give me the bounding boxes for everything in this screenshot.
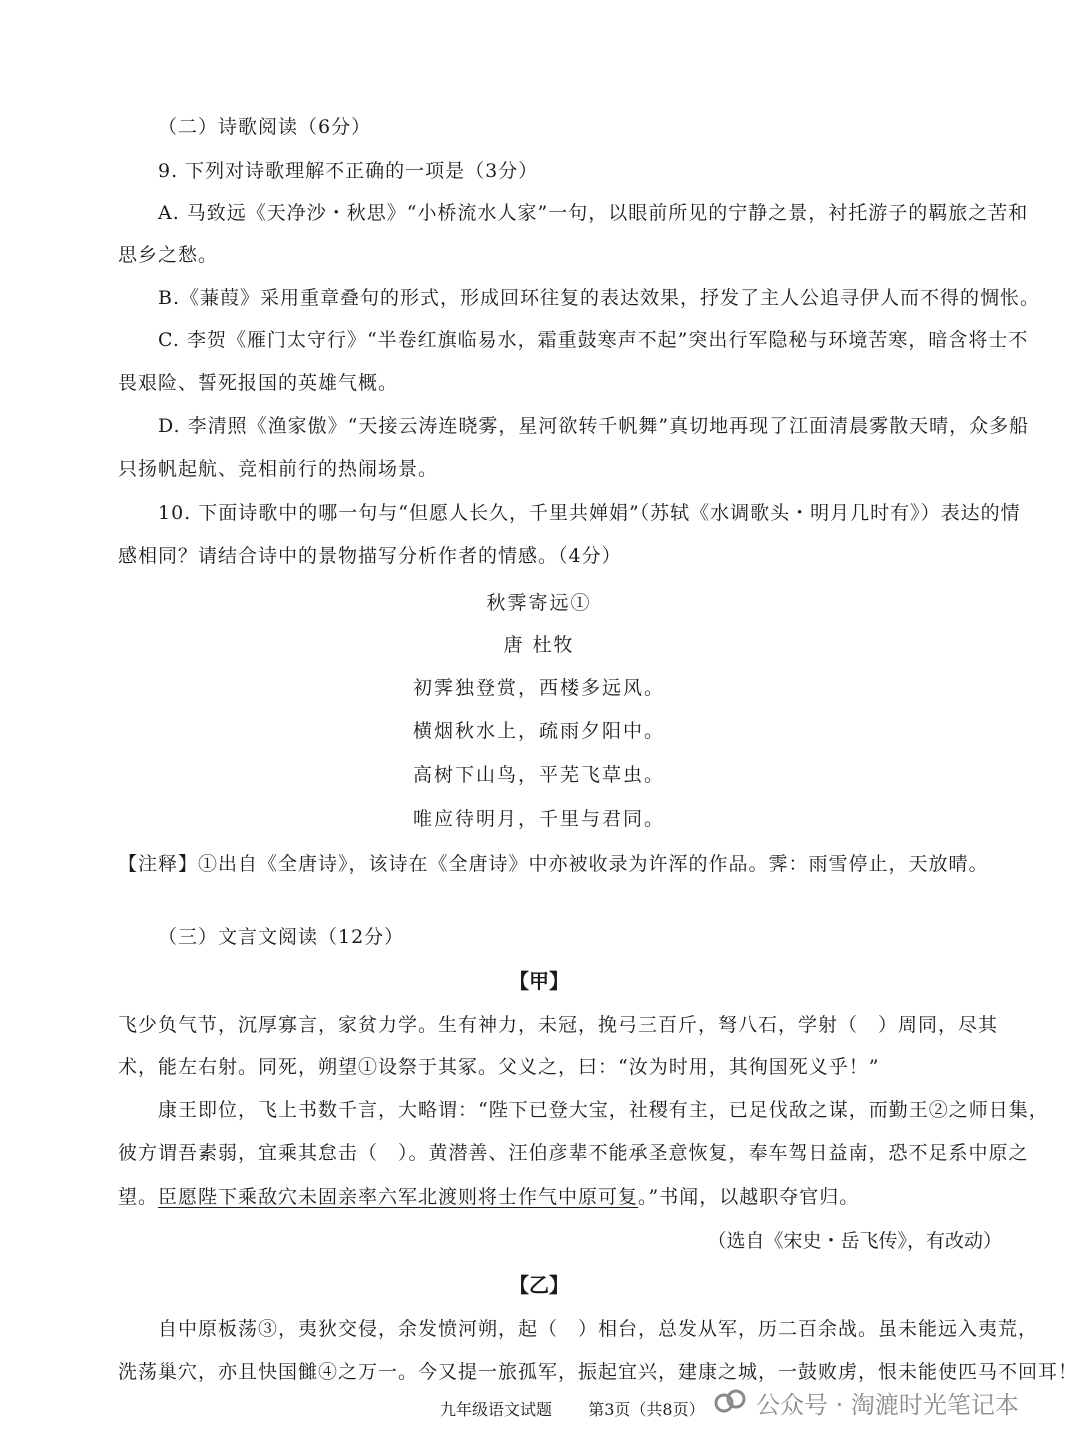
passage-yi-line2: 洗荡巢穴，亦且快国雠④之万一。今又提一旅孤军，振起宜兴，建康之城，一鼓败虏，恨未能使匹马不回耳！ (118, 1361, 1078, 1383)
question-9-option-a-line2: 思乡之愁。 (118, 244, 219, 266)
page-footer (440, 1398, 705, 1422)
poem-line: 唯应待明月，千里与君同。 (412, 808, 665, 830)
question-9-stem: 9. 下列对诗歌理解不正确的一项是（3分） (158, 160, 539, 182)
question-9-option-c-line1: C. 李贺《雁门太守行》“半卷红旗临易水，霜重鼓寒声不起”突出行军隐秘与环境苦寒，暗含将士不 (158, 329, 1029, 351)
wechat-watermark (714, 1382, 1019, 1422)
poem-author: 唐 杜牧 (503, 634, 575, 656)
poem-line: 初霁独登赏，西楼多远风。 (412, 677, 665, 699)
passage-yi-label: 【乙】 (509, 1273, 569, 1297)
footer-page: 第3页（共8页） (588, 1400, 705, 1419)
section-heading-classical: （三）文言文阅读（12分） (158, 926, 405, 948)
passage-jia-p2-line2: 彼方谓吾素弱，宜乘其怠击（ ）。黄潜善、汪伯彦辈不能承圣意恢复，奉车驾日益南，恐不足系中原之 (118, 1142, 1029, 1164)
question-9-option-d-line1: D. 李清照《渔家傲》“天接云涛连晓雾，星河欲转千帆舞”真切地再现了江面清晨雾散天晴，众多船 (158, 415, 1030, 437)
footer-title: 九年级语文试题 (440, 1400, 553, 1419)
underlined-sentence: 臣愿陛下乘敌穴未固亲率六军北渡则将士作气中原可复 (158, 1186, 639, 1208)
question-10-stem-line1: 10. 下面诗歌中的哪一句与“但愿人长久，千里共婵娟”（苏轼《水调歌头・明月几时有》）表达的情 (158, 502, 1021, 524)
question-9-option-b: B.《蒹葭》采用重章叠句的形式，形成回环往复的表达效果，抒发了主人公追寻伊人而不得的惆怅。 (158, 287, 1041, 309)
passage-jia-p1-line2: 术，能左右射。同死，朔望①设祭于其冢。父义之，曰：“汝为时用，其徇国死义乎！” (118, 1056, 880, 1078)
passage-text: 望。 (118, 1186, 159, 1208)
poem-note: 【注释】①出自《全唐诗》，该诗在《全唐诗》中亦被收录为许浑的作品。霁：雨雪停止，天放晴。 (118, 853, 989, 875)
poem-title: 秋霁寄远① (486, 592, 592, 614)
wechat-official-account-icon (714, 1387, 748, 1417)
passage-jia-source: （选自《宋史・岳飞传》，有改动） (707, 1230, 1002, 1252)
question-9-option-c-line2: 畏艰险、誓死报国的英雄气概。 (118, 372, 399, 394)
poem-line: 高树下山鸟，平芜飞草虫。 (412, 764, 665, 786)
passage-jia-p1-line1: 飞少负气节，沉厚寡言，家贫力学。生有神力，未冠，挽弓三百斤，弩八石，学射（ ）周同，尽其 (118, 1014, 999, 1036)
question-9-option-d-line2: 只扬帆起航、竞相前行的热闹场景。 (118, 458, 439, 480)
passage-yi-line1: 自中原板荡③，夷狄交侵，余发愤河朔，起（ ）相台，总发从军，历二百余战。虽未能远入夷荒， (158, 1318, 1039, 1340)
question-10-stem-line2: 感相同？请结合诗中的景物描写分析作者的情感。（4分） (118, 545, 622, 567)
passage-text: 。”书闻，以越职夺官归。 (638, 1186, 860, 1208)
passage-jia-p2-line3 (118, 1182, 1018, 1212)
passage-jia-label: 【甲】 (509, 969, 569, 993)
watermark-text: 公众号 · 淘漉时光笔记本 (756, 1390, 1019, 1419)
poem-line: 横烟秋水上，疏雨夕阳中。 (412, 720, 665, 742)
section-heading-poetry: （二）诗歌阅读（6分） (158, 116, 372, 138)
question-9-option-a-line1: A. 马致远《天净沙・秋思》“小桥流水人家”一句，以眼前所见的宁静之景，衬托游子的羁旅之苦和 (158, 202, 1029, 224)
passage-jia-p2-line1: 康王即位，飞上书数千言，大略谓：“陛下已登大宝，社稷有主，已足伐敌之谋，而勤王②之师日集， (158, 1099, 1049, 1121)
